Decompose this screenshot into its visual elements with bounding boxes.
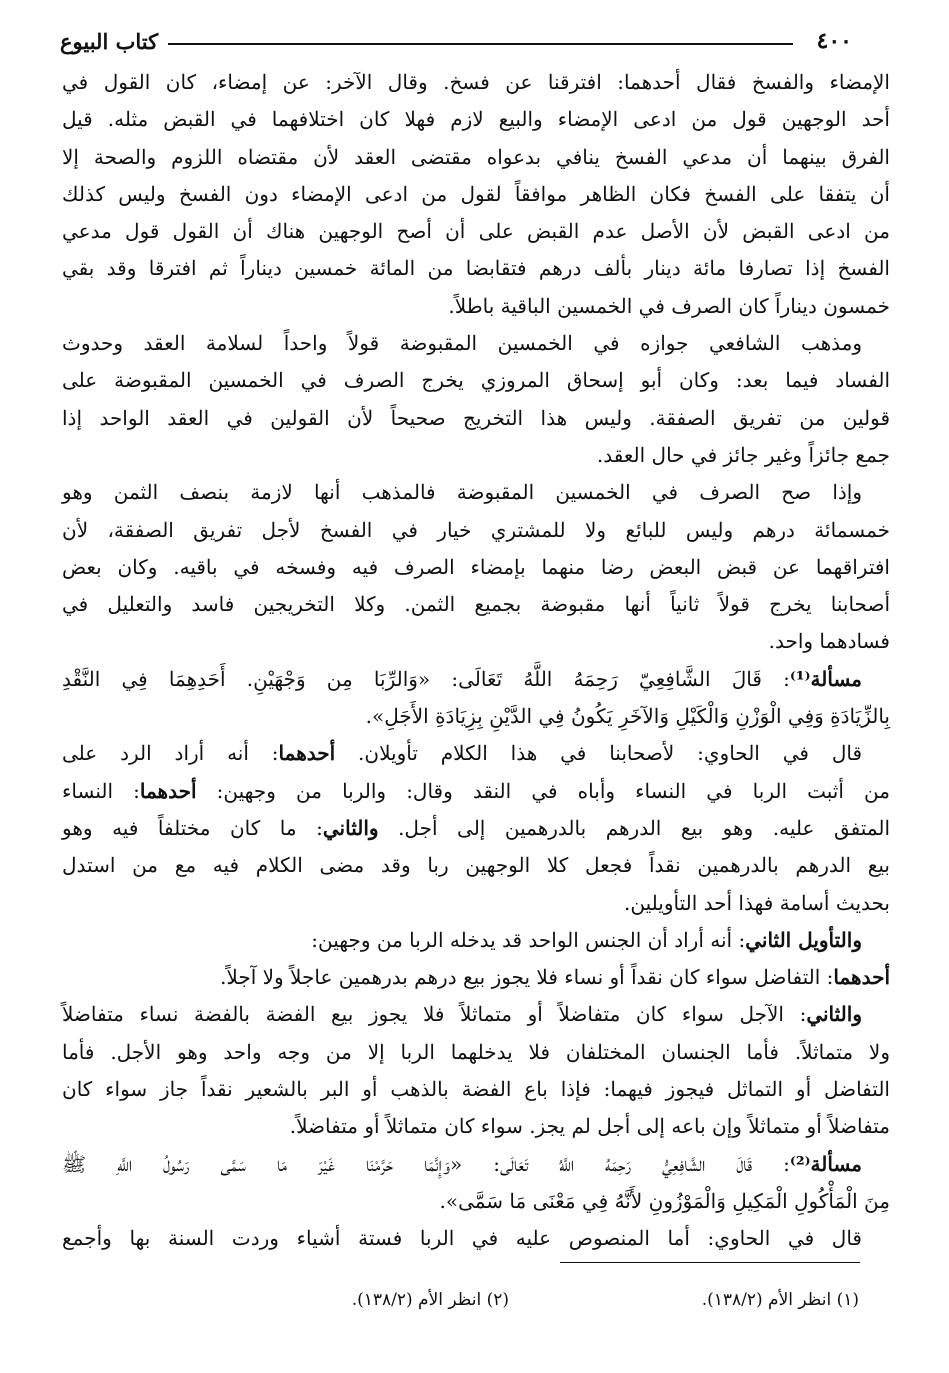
footnote-1: (١) انظر الأم (١٣٨/٢).	[701, 1290, 859, 1310]
text-run: : ما كان مختلفاً فيه وهو	[62, 815, 323, 840]
text-line	[62, 735, 890, 772]
page-header	[60, 24, 852, 58]
text-run: من أثبت الربا في النساء وأباه في النقد وقال: والربا من وجهين:	[196, 778, 890, 803]
text-line	[62, 586, 890, 623]
text-line	[62, 885, 890, 922]
bold-heading: أحدهما	[278, 741, 336, 766]
text-run: متفاضلاً أو متماثلاً وإن باعه إلى أجل لم يجز. سواء كان متماثلاً أو متفاضلاً.	[289, 1114, 890, 1139]
bold-heading: أحدهما	[833, 965, 890, 990]
text-line	[62, 213, 890, 250]
text-run: الفرق بينهما أن مدعي الفسخ ينافي بدعواه مقتضى العقد لأن مقتضاه اللزوم والصحة إلا	[62, 144, 890, 169]
text-run: الفسخ إذا تصارفا مائة دينار بألف درهم فتقابضا من المائة خمسين ديناراً ثم افترقا وقد بقي	[62, 256, 890, 281]
bold-heading: والثاني	[806, 1002, 862, 1027]
footnote-rule	[560, 1262, 860, 1263]
footnote-2: (٢) انظر الأم (١٣٨/٢).	[351, 1290, 509, 1310]
text-run: : أنه أراد الرد على	[62, 741, 279, 766]
text-line	[62, 437, 890, 474]
text-run: افتراقهما عن قبض البعض رضا منهما بإمضاء الصرف فيه وفسخه في باقيه. وكان بعض	[62, 554, 890, 579]
text-line	[62, 661, 890, 698]
bold-heading: مسألة⁽²⁾	[789, 1151, 862, 1176]
text-run: مِنَ الْمَأْكُولِ الْمَكِيلِ وَالْمَوْزُونِ لأَنَّهُ فِي مَعْنَى مَا سَمَّى».	[439, 1188, 890, 1213]
text-line	[62, 176, 890, 213]
text-line	[62, 139, 890, 176]
text-run: خمسمائة درهم وليس للبائع ولا للمشتري خيار في الفسخ لأجل تفريق الصفقة، لأن	[62, 517, 890, 542]
bold-heading: أحدهما	[139, 778, 197, 803]
chapter-title: كتاب البيوع	[60, 28, 159, 54]
text-line	[62, 1071, 890, 1108]
text-run: فسادهما واحد.	[768, 629, 890, 654]
text-run: : أنه أراد أن الجنس الواحد قد يدخله الربا من وجهين:	[311, 927, 746, 952]
text-run: : التفاضل سواء كان نقداً أو نساء فلا يجوز بيع درهم بدرهمين عاجلاً ولا آجلاً.	[220, 965, 834, 990]
text-line	[62, 325, 890, 362]
text-run: بِالزِّيَادَةِ وَفِي الْوَزْنِ وَالْكَيْلِ وَالآخَرِ يَكُونُ فِي الدَّيْنِ بِزِيَادَةِ الأَجَلِ».	[365, 704, 890, 729]
text-run: أن يتفقا على الفسخ فكان الظاهر موافقاً لقول من ادعى الإمضاء دون الفسخ وليس كذلك	[62, 181, 890, 206]
text-run: الفساد فيما بعد: وكان أبو إسحاق المروزي يخرج الصرف في الخمسين المقبوضة على	[62, 368, 890, 393]
text-run: وإذا صح الصرف في الخمسين المقبوضة فالمذهب أنها لازمة بنصف الثمن وهو	[62, 480, 862, 505]
text-run: جمع جائزاً وغير جائز في حال العقد.	[596, 442, 890, 467]
text-run: : قَالَ الشَّافِعِيّ رَحِمَهُ اللَّهُ تَعَالَى: «وَالرِّبَا مِن وَجْهَيْنِ. أَحَدِهِمَا فِي النَّقْدِ	[62, 666, 790, 691]
text-run: خمسون ديناراً كان الصرف في الخمسين الباقية باطلاً.	[448, 293, 890, 318]
text-run: : الآجل سواء كان متفاضلاً أو متماثلاً فلا يجوز بيع الفضة بالفضة نساء متفاضلاً	[62, 1002, 807, 1027]
text-run: : النساء	[62, 778, 140, 803]
bold-heading: والثاني	[322, 815, 379, 840]
text-line	[62, 847, 890, 884]
text-run: أحد الوجهين قول من ادعى الإمضاء والبيع لازم فهلا كان اختلافهما في القبض مثله. قيل	[62, 107, 890, 132]
text-line	[62, 64, 890, 101]
page-number: ٤٠٠	[816, 28, 852, 54]
text-line	[62, 288, 890, 325]
text-line	[62, 773, 890, 810]
text-run: الإمضاء والفسخ فقال أحدهما: افترقنا عن فسخ. وقال الآخر: عن إمضاء، كان القول في	[62, 70, 890, 94]
text-line	[62, 474, 890, 511]
text-run: : قَالَ الشَّافِعِيُّ رَحِمَهُ اللَّهُ تَعَالَى: «وَإِنَّمَا حَرَّمْنَا غَيْرَ مَا سَمَّى رَسُولُ اللَّهِ ﷺ	[62, 1151, 790, 1176]
text-line	[62, 922, 890, 959]
text-run: المتفق عليه. وهو بيع الدرهم بالدرهمين إلى أجل.	[378, 815, 890, 840]
text-run: بحديث أسامة فهذا أحد التأويلين.	[624, 890, 890, 915]
text-line	[62, 959, 890, 996]
text-line	[62, 698, 890, 735]
text-line	[62, 400, 890, 437]
text-line	[62, 549, 890, 586]
bold-heading: مسألة⁽¹⁾	[789, 666, 862, 691]
text-run: ومذهب الشافعي جوازه في الخمسين المقبوضة قولاً واحداً لسلامة العقد وحدوث	[62, 331, 862, 356]
text-line	[62, 1146, 890, 1183]
text-line	[62, 996, 890, 1033]
bold-heading: والتأويل الثاني	[745, 927, 862, 952]
text-run: من ادعى القبض لأن الأصل عدم القبض على أن أصح الوجهين هناك أن القول قول مدعي	[62, 219, 890, 244]
text-run: قولين من تفريق الصفقة. وليس هذا التخريج صحيحاً لأن القولين في العقد الواحد إذا	[62, 405, 890, 430]
text-run: قال في الحاوي: لأصحابنا في هذا الكلام تأويلان.	[335, 741, 862, 766]
text-line	[62, 101, 890, 138]
main-text	[62, 64, 890, 1258]
text-line	[62, 250, 890, 287]
text-run: أصحابنا يخرج قولاً ثانياً أنها مقبوضة بجميع الثمن. وكلا التخريجين فاسد والتعليل في	[62, 592, 890, 617]
text-line	[62, 1183, 890, 1220]
text-line	[62, 362, 890, 399]
text-run: قال في الحاوي: أما المنصوص عليه في الربا فستة أشياء وردت السنة بها وأجمع	[62, 1226, 862, 1251]
text-line	[62, 1108, 890, 1145]
text-run: بيع الدرهم بالدرهمين نقداً فجعل كلا الوجهين ربا وقد مضى الكلام فيه مع من استدل	[62, 853, 890, 878]
text-line	[62, 1220, 890, 1257]
text-line	[62, 810, 890, 847]
header-rule	[168, 43, 792, 45]
text-line	[62, 1034, 890, 1071]
text-run: التفاضل أو التماثل فيجوز فيهما: فإذا باع الفضة بالذهب أو البر بالشعير نقداً جاز سواء كان	[62, 1077, 890, 1102]
text-run: ولا متماثلاً. فأما الجنسان المختلفان فلا يدخلهما الربا إلا من وجه واحد وهو الأجل. فأما	[62, 1039, 890, 1064]
text-line	[62, 512, 890, 549]
text-line	[62, 623, 890, 660]
